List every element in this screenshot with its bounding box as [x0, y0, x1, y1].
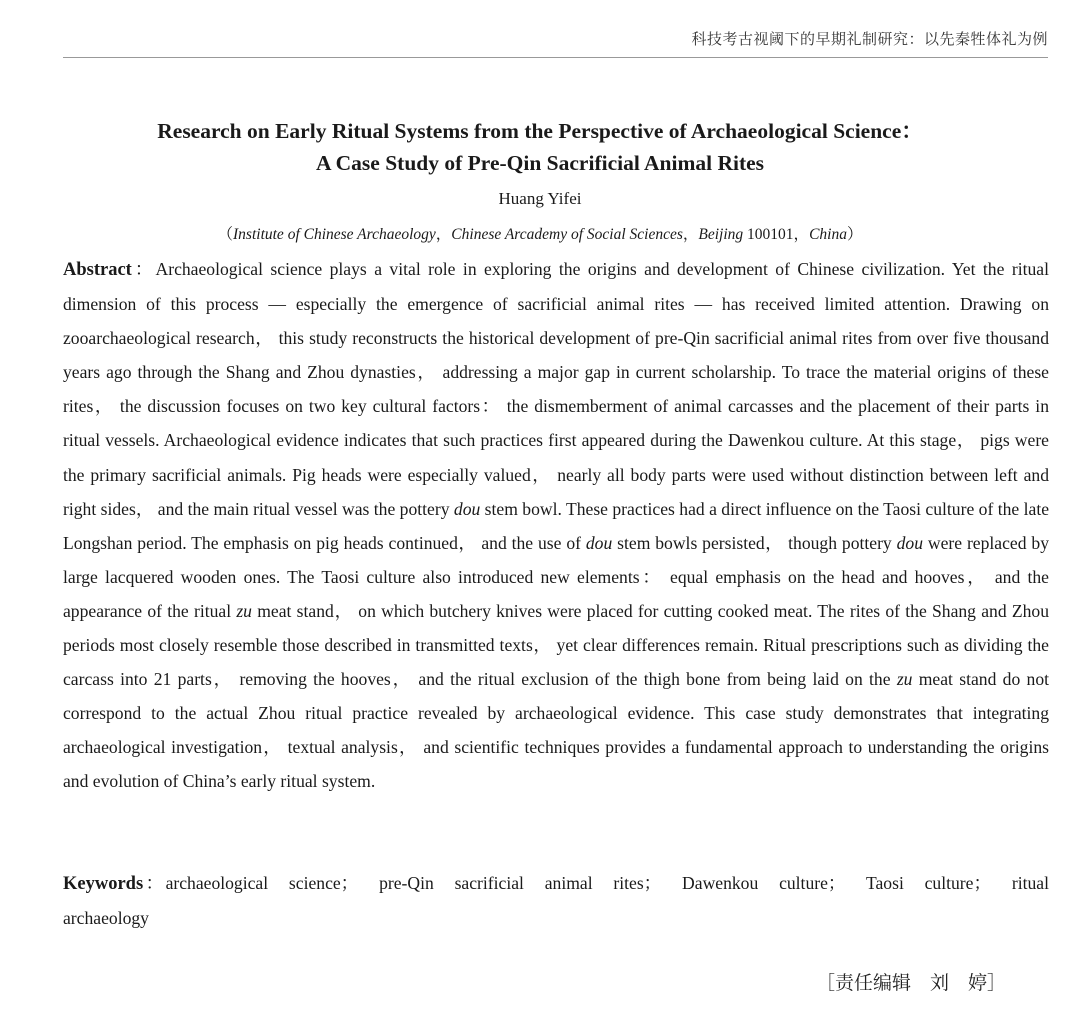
abstract-body — [63, 259, 1049, 791]
italic-term: zu — [236, 600, 252, 621]
abstract-text: stem bowl. These practices had a direct influence on the Taosi culture of the late Longshan period. The emphasis on pig heads continued， and the use of — [63, 498, 1050, 553]
abstract-text: stem bowls persisted， though pottery — [612, 532, 897, 553]
abstract-colon: ： — [131, 259, 156, 279]
editor-note: ［责任编辑 刘 婷］ — [815, 972, 1006, 994]
paren-close: ） — [846, 226, 863, 243]
italic-term: dou — [453, 498, 481, 519]
abstract-text: meat stand， on which butchery knives were placed for cutting cooked meat. The rites of the Shang and Zhou periods most closely resemble those described in transmitted texts， yet clear differences remain. Ritual prescriptions such as dividing the carcass into 21 parts， removing the hooves， and the ritual exclusion of the thigh bone from being laid on the — [63, 600, 1049, 690]
keywords-text: archaeological science； pre-Qin sacrificial animal rites； Dawenkou culture； Taosi culture； ritual archaeology — [63, 873, 1049, 929]
keywords — [63, 866, 1049, 935]
header-rule — [63, 57, 1048, 58]
title-line-1: Research on Early Ritual Systems from the Perspective of Archaeological Science： — [157, 119, 923, 143]
running-head: 科技考古视阈下的早期礼制研究：以先秦牲体礼为例 — [691, 30, 1048, 48]
postcode: 100101 — [743, 226, 794, 243]
sep: ， — [682, 226, 699, 243]
title-line-2: A Case Study of Pre-Qin Sacrificial Animal Rites — [315, 151, 765, 175]
abstract-text: Archaeological science plays a vital role in exploring the origins and development of Chinese civilization. Yet the ritual dimension of this process — especially the emergence of sacrificial animal rites — has received limited attention. Drawing on zooarchaeological research， this study reconstructs the historical development of pre-Qin sacrificial animal rites from over five thousand years ago through the Shang and Zhou dynasties， addressing a major gap in current scholarship. To trace the material origins of these rites， the discussion focuses on two key cultural factors： the dismemberment of animal carcasses and the placement of their parts in ritual vessels. Archaeological evidence indicates that such practices first appeared during the Dawenkou culture. At this stage， pigs were the primary sacrificial animals. Pig heads were especially valued， nearly all body parts were used without distinction between left and right sides， and the main ritual vessel was the pottery — [63, 259, 1049, 519]
keywords-label: Keywords — [63, 874, 144, 894]
abstract-label: Abstract — [63, 260, 132, 280]
abstract-text: meat stand do not correspond to the actual Zhou ritual practice revealed by archaeological evidence. This case study demonstrates that integrating archaeological investigation， textual analysis， and scientific techniques provides a fundamental approach to understanding the origins and evolution of China’s early ritual system. — [63, 669, 1050, 792]
italic-term: dou — [585, 532, 613, 553]
institute: Institute of Chinese Archaeology — [233, 226, 436, 243]
italic-term: zu — [896, 669, 913, 690]
affiliation — [0, 222, 1080, 244]
sep: ， — [435, 226, 452, 243]
keywords-colon: ： — [143, 873, 166, 893]
paren-open: （ — [217, 226, 234, 243]
abstract-text: were replaced by large lacquered wooden ones. The Taosi culture also introduced new elements： equal emphasis on the head and hooves， and the appearance of the ritual — [63, 532, 1049, 621]
academy: Chinese Arcademy of Social Sciences — [451, 226, 683, 243]
country: China — [809, 226, 847, 243]
abstract — [63, 252, 1049, 799]
italic-term: dou — [896, 532, 923, 553]
sep: ， — [793, 226, 810, 243]
author: Huang Yifei — [498, 189, 582, 208]
city: Beijing — [698, 226, 744, 243]
